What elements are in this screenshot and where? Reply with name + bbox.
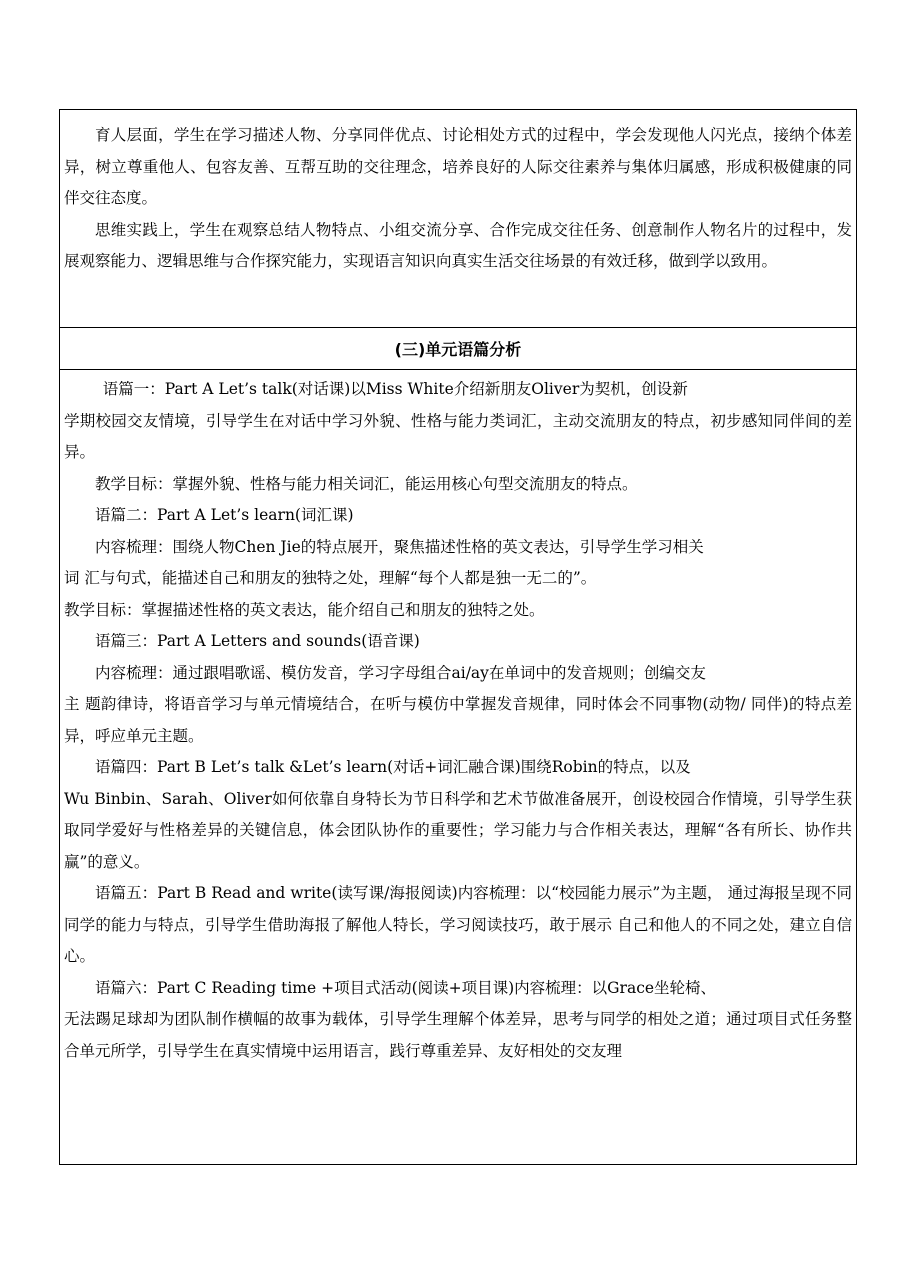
section-heading: (三)单元语篇分析 <box>394 340 522 359</box>
thinking-practice-paragraph: 思维实践上，学生在观察总结人物特点、小组交流分享、合作完成交往任务、创意制作人物名片的过程中，发展观察能力、逻辑思维与合作探究能力，实现语言知识向真实生活交往场景的有效迁移，做到学以致用。 <box>64 220 852 270</box>
text1-intro: 语篇一：Part A Let’s talk(对话课)以Miss White介绍新朋友Oliver为契机，创设新 <box>102 380 688 398</box>
section-heading-cell <box>59 327 857 369</box>
text3-content-line1: 内容梳理：通过跟唱歌谣、模仿发音，学习字母组合ai/ay在单词中的发音规则；创编交友 <box>95 663 706 682</box>
text6-content: 无法踢足球却为团队制作横幅的故事为载体，引导学生理解个体差异，思考与同学的相处之道；通过项目式任务整合单元所学，引导学生在真实情境中运用语言，践行尊重差异、友好相处的交友理 <box>64 1010 852 1060</box>
text4-intro: 语篇四：Part B Let’s talk &Let’s learn(对话+词汇融合课)围绕Robin的特点，以及 <box>95 758 691 776</box>
text3-content-rest: 主 题韵律诗，将语音学习与单元情境结合，在听与模仿中掌握发音规律，同时体会不同事物(动物/ 同伴)的特点差异，呼应单元主题。 <box>64 695 852 745</box>
text1-goal: 教学目标：掌握外貌、性格与能力相关词汇，能运用核心句型交流朋友的特点。 <box>95 474 638 493</box>
text1-content: 学期校园交友情境，引导学生在对话中学习外貌、性格与能力类词汇，主动交流朋友的特点，初步感知同伴间的差异。 <box>64 411 852 461</box>
goals-cell <box>59 109 857 327</box>
text5-paragraph: 语篇五：Part B Read and write(读写课/海报阅读)内容梳理：以“校园能力展示”为主题， 通过海报呈现不同同学的能力与特点，引导学生借助海报了解他人特长，学习阅读技巧，敢于展示 自己和他人的不同之处，建立自信心。 <box>64 884 852 965</box>
text2-goal: 教学目标：掌握描述性格的英文表达，能介绍自己和朋友的独特之处。 <box>64 600 545 619</box>
text2-title: 语篇二：Part A Let’s learn(词汇课) <box>95 506 354 524</box>
text3-title: 语篇三：Part A Letters and sounds(语音课) <box>95 632 420 650</box>
text2-content-line1: 内容梳理：围绕人物Chen Jie的特点展开，聚焦描述性格的英文表达，引导学生学习相关 <box>95 537 704 556</box>
text6-intro: 语篇六：Part C Reading time +项目式活动(阅读+项目课)内容梳理：以Grace坐轮椅、 <box>95 978 717 997</box>
text2-content-rest: 词 汇与句式，能描述自己和朋友的独特之处，理解“每个人都是独一无二的”。 <box>64 569 597 587</box>
document-page <box>59 109 857 1165</box>
education-paragraph: 育人层面，学生在学习描述人物、分享同伴优点、讨论相处方式的过程中，学会发现他人闪光点，接纳个体差异，树立尊重他人、包容友善、互帮互助的交往理念，培养良好的人际交往素养与集体归属感，形成积极健康的同伴交往态度。 <box>64 126 852 207</box>
text-analysis-cell <box>59 369 857 1165</box>
text4-content: Wu Binbin、Sarah、Oliver如何依靠自身特长为节日科学和艺术节做准备展开，创设校园合作情境，引导学生获取同学爱好与性格差异的关键信息，体会团队协作的重要性；学习能力与合作相关表达，理解“各有所长、协作共赢”的意义。 <box>64 789 852 871</box>
